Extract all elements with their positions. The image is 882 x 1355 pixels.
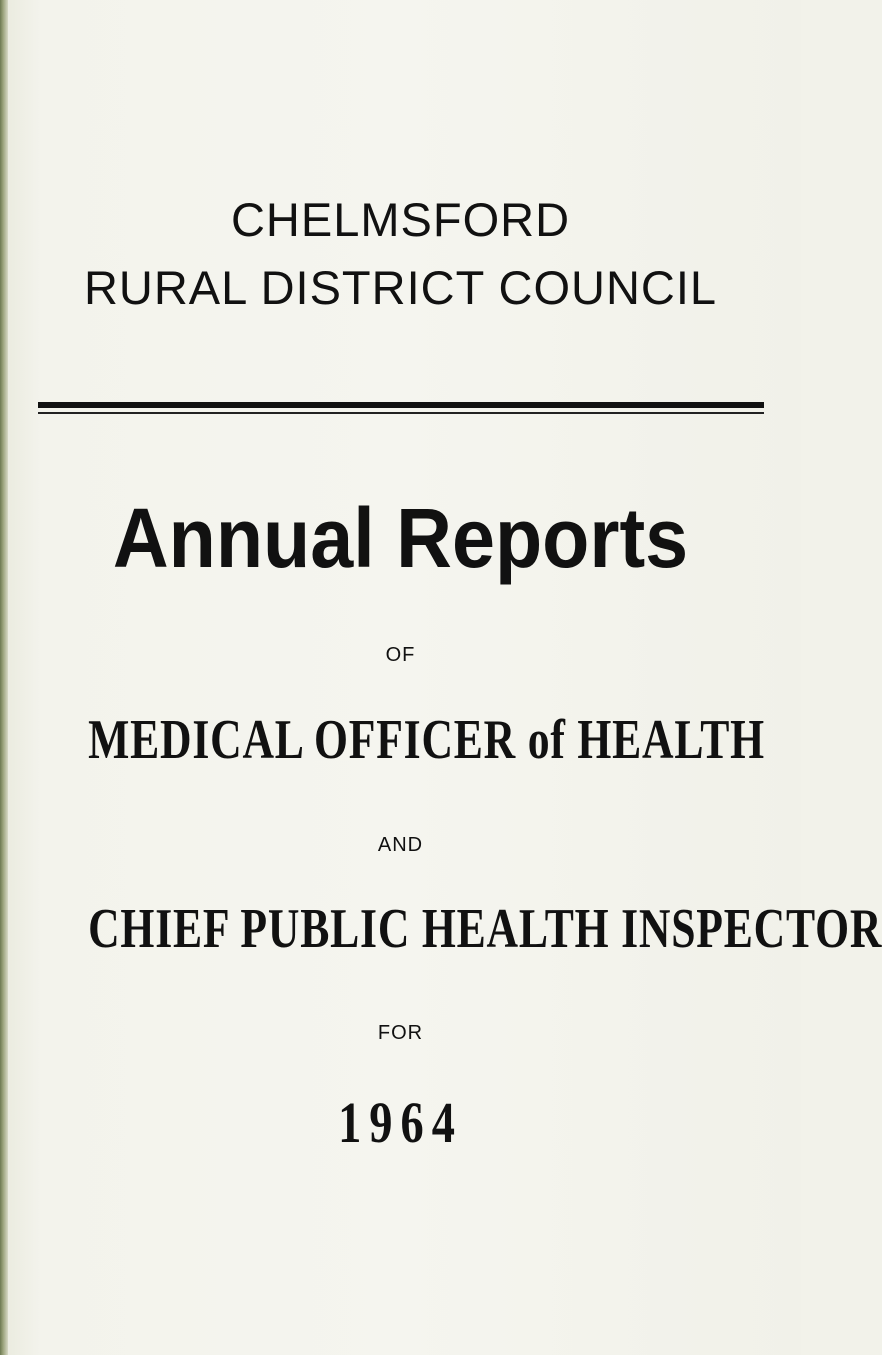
report-year: 1964 (338, 1090, 463, 1155)
report-title: Annual Reports (112, 491, 689, 585)
of-label: OF (385, 644, 416, 666)
chief-inspector-heading: CHIEF PUBLIC HEALTH INSPECTOR (88, 898, 882, 960)
and-label: AND (377, 834, 424, 856)
divider-thick (38, 402, 764, 408)
council-name-line1: CHELMSFORD (230, 193, 571, 246)
medical-officer-heading: MEDICAL OFFICER of HEALTH (88, 709, 765, 771)
council-name-line2: RURAL DISTRICT COUNCIL (83, 261, 718, 314)
for-label: FOR (377, 1022, 424, 1044)
divider-thin (38, 412, 764, 414)
